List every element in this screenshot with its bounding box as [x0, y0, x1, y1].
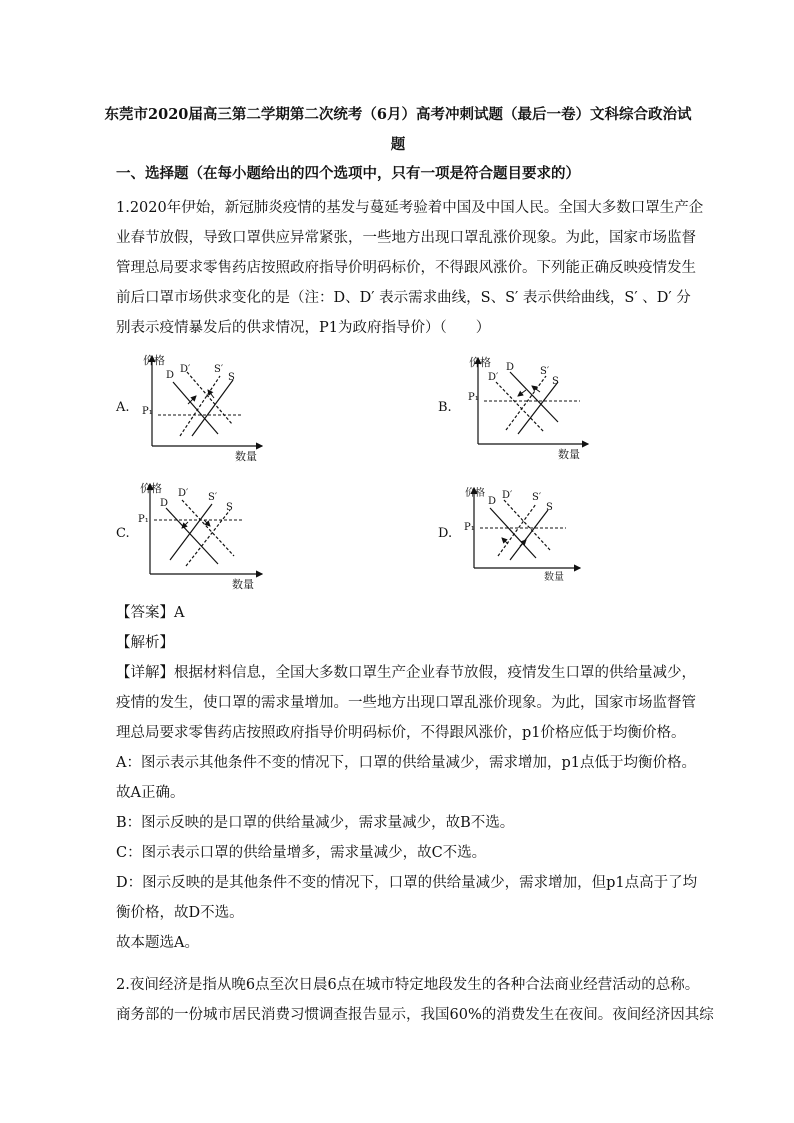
curve-label-s: S	[226, 502, 233, 513]
analysis-heading: 【解析】	[116, 635, 174, 651]
curve-label-s-prime: S′	[214, 364, 224, 375]
price-p1-label: P₁	[142, 406, 153, 417]
curve-label-d-prime: D′	[178, 488, 189, 499]
curve-label-d-prime: D′	[488, 372, 499, 383]
supply-curve-s	[186, 510, 230, 566]
curve-label-s-prime: S′	[532, 492, 542, 503]
analysis-line: C：图示表示口罩的供给量增多，需求量减少，故C不选。	[116, 845, 487, 861]
curve-label-d: D	[166, 370, 175, 381]
demand-curve-d	[510, 372, 558, 422]
option-c-label: C.	[116, 526, 130, 541]
answer-and-analysis	[116, 598, 698, 958]
shift-arrow	[502, 538, 508, 544]
analysis-line: D：图示反映的是其他条件不变的情况下，口罩的供给量减少，需求增加，但p1点高于了均	[116, 875, 698, 891]
option-b-graph	[466, 354, 596, 464]
shift-arrow	[204, 520, 210, 526]
curve-label-d: D	[160, 498, 169, 509]
curve-label-d-prime: D′	[502, 490, 513, 501]
option-d-label: D.	[438, 526, 453, 541]
analysis-line: 故本题选A。	[116, 935, 199, 951]
curve-label-s: S	[546, 502, 553, 513]
quantity-axis-label: 数量	[558, 448, 580, 461]
question-line: 2.夜间经济是指从晚6点至次日晨6点在城市特定地段发生的各种合法商业经营活动的总称。	[116, 977, 700, 993]
question-line: 商务部的一份城市居民消费习惯调查报告显示，我国60%的消费发生在夜间。夜间经济因其综	[116, 1007, 714, 1023]
document-title	[96, 100, 700, 160]
option-c-graph	[136, 480, 276, 592]
analysis-line: B：图示反映的是口罩的供给量减少，需求量减少，故B不选。	[116, 815, 515, 831]
price-p1-label: P₁	[138, 514, 149, 525]
shift-arrow	[518, 390, 526, 396]
option-a-graph	[140, 352, 270, 462]
option-d-graph	[462, 484, 592, 586]
question-line: 管理总局要求零售药店按照政府指导价明码标价，不得跟风涨价。下列能正确反映疫情发生	[116, 260, 696, 276]
option-b-label: B.	[438, 400, 452, 415]
shift-arrow	[182, 522, 188, 528]
section-heading: 一、选择题（在每小题给出的四个选项中，只有一项是符合题目要求的）	[116, 165, 580, 182]
quantity-axis-label: 数量	[232, 578, 254, 591]
question-line: 前后口罩市场供求变化的是（注：D、D′ 表示需求曲线，S、S′ 表示供给曲线，S′ 、D′ 分	[116, 290, 691, 306]
analysis-line: 衡价格，故D不选。	[116, 905, 244, 921]
analysis-line: 【详解】根据材料信息，全国大多数口罩生产企业春节放假，疫情发生口罩的供给量减少，	[116, 665, 696, 681]
shift-arrow	[208, 390, 214, 398]
analysis-line: 理总局要求零售药店按照政府指导价明码标价，不得跟风涨价，p1价格应低于均衡价格。	[116, 725, 686, 741]
curve-label-s: S	[552, 376, 559, 387]
curve-label-d: D	[488, 496, 497, 507]
curve-label-s-prime: S′	[540, 366, 550, 377]
analysis-line: 故A正确。	[116, 785, 185, 801]
price-p1-label: P₁	[464, 522, 475, 533]
shift-arrow	[532, 386, 540, 392]
title-line-2: 题	[390, 136, 406, 153]
price-p1-label: P₁	[468, 392, 479, 403]
quantity-axis-label: 数量	[544, 572, 564, 583]
analysis-line: A：图示表示其他条件不变的情况下，口罩的供给量减少，需求增加，p1点低于均衡价格。	[116, 755, 696, 771]
supply-curve-s-prime	[498, 504, 536, 556]
curve-label-d-prime: D′	[180, 364, 191, 375]
answer-label: 【答案】A	[116, 605, 185, 621]
price-axis-label: 价格	[465, 488, 485, 499]
price-axis-label: 价格	[469, 356, 491, 369]
curve-label-s-prime: S′	[208, 492, 218, 503]
demand-curve-d	[490, 508, 536, 558]
question-2-stem	[116, 970, 714, 1030]
quantity-axis-label: 数量	[235, 450, 257, 463]
curve-label-s: S	[228, 372, 235, 383]
question-line: 业春节放假，导致口罩供应异常紧张，一些地方出现口罩乱涨价现象。为此，国家市场监督	[116, 230, 696, 246]
question-line: 别表示疫情暴发后的供求情况，P1为政府指导价）（ ）	[116, 320, 491, 336]
supply-curve-s	[510, 510, 548, 560]
price-axis-label: 价格	[140, 482, 162, 495]
title-line-1: 东莞市2020届高三第二学期第二次统考（6月）高考冲刺试题（最后一卷）文科综合政治试	[104, 106, 692, 123]
curve-label-d: D	[506, 362, 515, 373]
question-1-stem	[116, 193, 704, 343]
option-a-label: A.	[116, 400, 130, 415]
analysis-line: 疫情的发生，使口罩的需求量增加。一些地方出现口罩乱涨价现象。为此，国家市场监督管	[116, 695, 696, 711]
price-axis-label: 价格	[143, 354, 165, 367]
demand-curve-d-prime	[504, 500, 550, 550]
question-line: 1.2020年伊始，新冠肺炎疫情的基发与蔓延考验着中国及中国人民。全国大多数口罩生产企	[116, 200, 704, 216]
